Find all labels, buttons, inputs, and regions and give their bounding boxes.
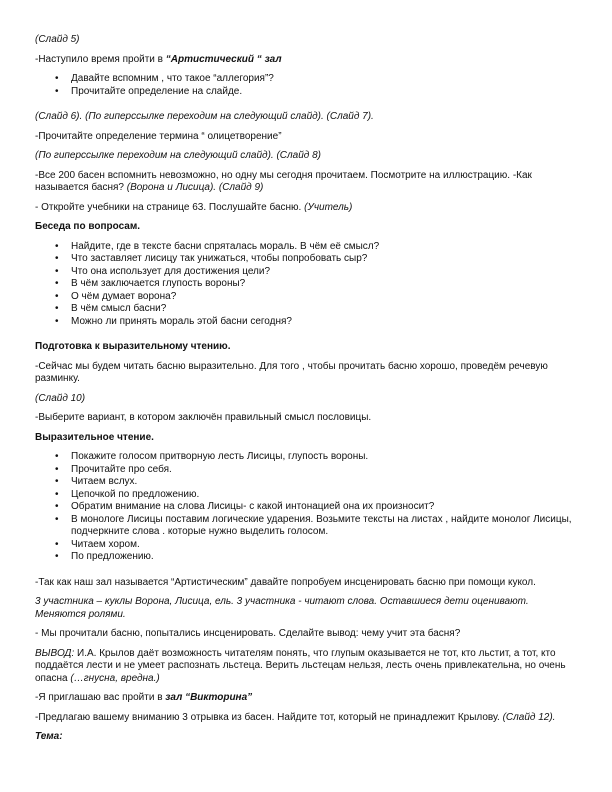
reading-prep-heading: Подготовка к выразительному чтению. [35, 341, 231, 352]
expressive-reading-list [35, 451, 580, 564]
excerpts-offer [35, 712, 580, 725]
open-textbook-line [35, 202, 580, 215]
list-item: • В чём смысл басни? [71, 303, 580, 316]
slide-8-note: (По гиперссылке переходим на следующий слайд). (Слайд 8) [35, 150, 321, 161]
fables-text: -Все 200 басен вспомнить невозможно, но одну мы сегодня прочитаем. Посмотрите на иллюстрацию. -Как называется басня? [35, 169, 532, 193]
slide-12-note: (Слайд 12). [502, 711, 556, 723]
slides-6-7-note: (Слайд 6). (По гиперссылке переходим на следующий слайд). (Слайд 7). [35, 111, 374, 122]
topic-label: Тема: [35, 731, 63, 742]
list-item: • Читаем хором. [71, 539, 580, 552]
reading-prep-text: -Сейчас мы будем читать басню выразительно. Для того , чтобы прочитать басню хорошо, проведём речевую разминку. [35, 360, 548, 384]
conclusion-italic: (…гнусна, вредна.) [70, 672, 160, 684]
open-textbook-italic: (Учитель) [304, 201, 353, 213]
list-item: • О чём думает ворона? [71, 291, 580, 304]
slide-10-note: (Слайд 10) [35, 392, 86, 404]
choose-variant-text: -Выберите вариант, в котором заключён правильный смысл пословицы. [35, 412, 372, 423]
list-item: • Что заставляет лисицу так унижаться, чтобы попробовать сыр? [71, 253, 580, 266]
list-item: • Читаем вслух. [71, 476, 580, 489]
artistic-hall-name: “Артистический “ зал [165, 53, 282, 65]
list-item: • В чём заключается глупость вороны? [71, 278, 580, 291]
list-item: • Прочитайте определение на слайде. [71, 86, 580, 99]
list-item: • Обратим внимание на слова Лисицы- с какой интонацией она их произносит? [71, 501, 580, 514]
fables-italic: (Ворона и Лисица). (Слайд 9) [126, 182, 264, 193]
dolls-text: 3 участника – куклы Ворона, Лисица, ель. 3 участника - читают слова. Оставшиеся дети оценивают. Меняются ролями. [35, 596, 529, 620]
allegory-list [35, 73, 580, 98]
personification-task: -Прочитайте определение термина “ олицетворение” [35, 130, 282, 142]
conclusion-question: - Мы прочитали басню, попытались инсценировать. Сделайте вывод: чему учит эта басня? [35, 628, 461, 639]
artistic-hall-text: -Наступило время пройти в [35, 53, 166, 65]
list-item: • Что она использует для достижения цели? [71, 266, 580, 279]
fables-paragraph [35, 170, 580, 195]
quiz-hall-invite [35, 692, 580, 705]
document-page [35, 34, 580, 751]
conclusion-text: И.А. Крылов даёт возможность читателям понять, что глупым оказывается не тот, кто льстит, а тот, кто поддаётся лести и не умеет распознать льстеца. Верить льстецам нельзя, лесть очень привлекательна, но очень опасна [35, 647, 566, 684]
questions-heading: Беседа по вопросам. [35, 221, 141, 232]
expressive-reading-heading: Выразительное чтение. [35, 431, 154, 443]
list-item: • Найдите, где в тексте басни спряталась мораль. В чём её смысл? [71, 241, 580, 254]
list-item: • Покажите голосом притворную лесть Лисицы, глупость вороны. [71, 451, 580, 464]
artistic-hall-line [35, 54, 580, 67]
list-item: • Можно ли принять мораль этой басни сегодня? [71, 316, 580, 329]
list-item: • Давайте вспомним , что такое “аллегория”? [71, 73, 580, 86]
open-textbook-text: - Откройте учебники на странице 63. Послушайте басню. [35, 201, 305, 213]
list-item: • По предложению. [71, 551, 580, 564]
conclusion-label: ВЫВОД: [35, 647, 75, 659]
excerpts-text: -Предлагаю вашему вниманию 3 отрывка из басен. Найдите тот, который не принадлежит Крылову. [35, 711, 503, 723]
staging-text: -Так как наш зал называется “Артистическим” давайте попробуем инсценировать басню при помощи кукол. [35, 576, 536, 588]
questions-list [35, 241, 580, 329]
list-item: • В монологе Лисицы поставим логические ударения. Возьмите тексты на листах , найдите монолог Лисицы, подчеркните слова . которые нужно выделить голосом. [71, 514, 580, 539]
quiz-invite-text: -Я приглашаю вас пройти в [35, 692, 166, 703]
list-item: • Цепочкой по предложению. [71, 489, 580, 502]
quiz-hall-name: зал “Викторина” [165, 692, 253, 703]
list-item: • Прочитайте про себя. [71, 464, 580, 477]
slide-5-note: (Слайд 5) [35, 34, 80, 45]
conclusion-paragraph [35, 648, 580, 686]
